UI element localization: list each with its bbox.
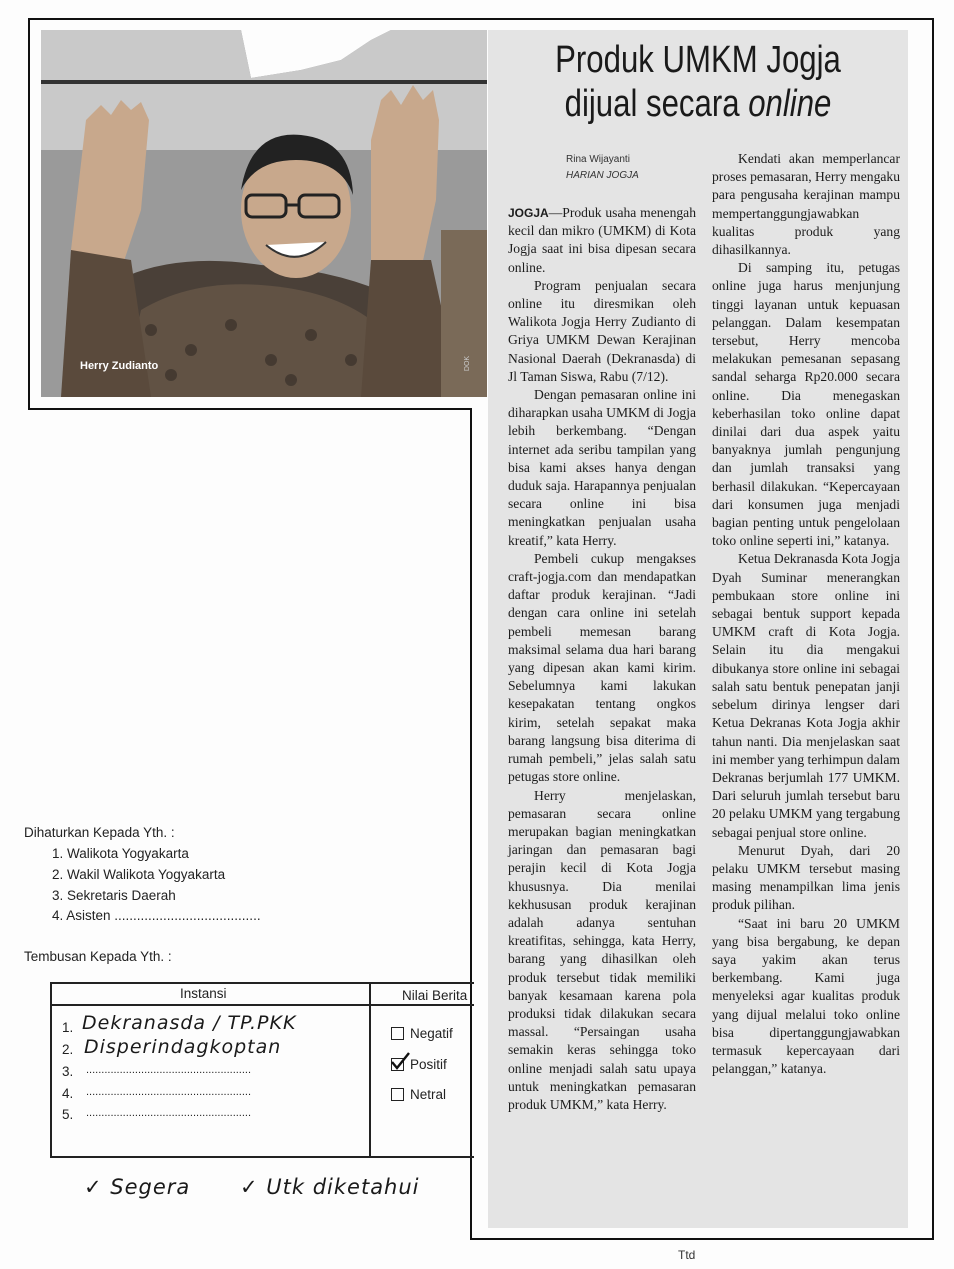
table-column-divider [369, 982, 371, 1157]
article-paragraph: JOGJA—Produk usaha menengah kecil dan mikro (UMKM) di Kota Jogja saat ini bisa dipesan secara online. [508, 205, 696, 275]
handwritten-instansi: Disperindagkoptan [84, 1036, 282, 1058]
headline-line-2: dijual secara online [564, 83, 832, 125]
frame-mid-vertical [470, 408, 472, 1240]
article-column-1 [508, 204, 696, 1114]
option-label: Positif [410, 1057, 447, 1072]
tembusan-label: Tembusan Kepada Yth. : [24, 949, 172, 964]
row-dotted-line: ...................................................... [86, 1107, 252, 1119]
option-label: Negatif [410, 1026, 453, 1041]
frame-left-line [28, 18, 30, 410]
checkbox-netral[interactable] [391, 1088, 404, 1101]
row-number: 3. [62, 1064, 74, 1079]
row-number: 4. [62, 1086, 74, 1101]
frame-top-line [28, 18, 934, 20]
handwritten-instansi: Dekranasda / TP.PKK [82, 1012, 297, 1034]
headline-line-1: Produk UMKM Jogja [555, 39, 841, 81]
row-dotted-line: ...................................................... [86, 1064, 252, 1076]
recipient-item: 2. Wakil Walikota Yogyakarta [52, 867, 226, 882]
article-column-2 [712, 150, 900, 1078]
handwritten-note-diketahui: ✓ Utk diketahui [240, 1175, 420, 1199]
table-border-top [50, 982, 474, 984]
article-paragraph: Program penjualan secara online itu diresmikan oleh Walikota Jogja Herry Zudianto di Griya UMKM Dewan Kerajinan Nasional Daerah (Dekranasda) di Jl Taman Siswa, Rabu (7/12). [508, 277, 696, 384]
recipient-item: 4. Asisten ....................................... [52, 908, 261, 923]
dihaturkan-label: Dihaturkan Kepada Yth. : [24, 825, 175, 840]
recipient-item: 1. Walikota Yogyakarta [52, 846, 189, 861]
handwritten-note-segera: ✓ Segera [84, 1175, 191, 1199]
byline [566, 152, 639, 184]
article-paragraph: Pembeli cukup mengakses craft-jogja.com dan mendapatkan daftar produk kerajinan. “Jadi dengan cara online ini setelah pembeli memesan barang maksimal selama dua hari barang yang dipesan akan kami kirim. Sebelumnya kami lakukan kesepakatan tentang ongkos kirim, setelah sepakat maka barang langsung bisa diterima di rumah pembeli,” jelas salah satu petugas store online. [508, 550, 696, 785]
frame-bottom-line [470, 1238, 934, 1240]
row-number: 1. [62, 1020, 74, 1035]
checkmark-icon [389, 1050, 411, 1072]
ttd-label: Ttd [678, 1248, 696, 1262]
article-paragraph: “Saat ini baru 20 UMKM yang bisa bergabung, ke depan saya yakim akan terus berkembang. Kami juga menyeleksi agar kualitas produk yang dijual melalui toko online bisa dipertanggungjawabkan termasuk kepercayaan dari pelanggan,” katanya. [712, 915, 900, 1077]
article-paragraph: Herry menjelaskan, pemasaran secara online merupakan bagian meningkatkan jaringan dan pemasaran bagi perajin kecil di Kota Jogja khususnya. Dia menilai kekhususan produk kerajinan adalah adanya sentuhan kreatifitas, sehingga, kata Herry, barang yang dihasilkan oleh produk tersebut tidak memiliki banyak kesamaan karena pola produksi tidak dilakukan secara massal. “Persaingan usaha semakin keras sehingga toko online menjadi salah satu upaya untuk meningkatkan pemasaran produk UMKM,” kata Herry. [508, 787, 696, 1112]
checkbox-negatif[interactable] [391, 1027, 404, 1040]
newspaper-photo [41, 30, 487, 397]
table-border-left [50, 982, 52, 1157]
table-border-bottom [50, 1156, 474, 1158]
row-number: 5. [62, 1107, 74, 1122]
article-paragraph: Kendati akan memperlancar proses pemasaran, Herry mengaku para pengusaha kerajinan mampu mempertanggungjawabkan kualitas produk yang dihasilkannya. [712, 151, 900, 258]
article-paragraph: Ketua Dekranasda Kota Jogja Dyah Suminar menerangkan pembukaan store online ini sebagai bentuk support kepada UMKM craft di Kota Jogja. Selain itu dia mengakui dibukanya store online ini sebagai salah satu bentuk penepatan janji sebelum dirinya lengser dari Ketua Dekranas Kota Jogja akhir tahun nanti. Dia menjelaskan saat ini member yang terhimpun dalam Dekranas berjumlah 177 UMKM. Dari seluruh jumlah tersebut baru 20 pelaku UMKM yang tergabung sebagai penjual store online. [712, 551, 900, 840]
article-paragraph: Menurut Dyah, dari 20 pelaku UMKM tersebut masing masing menampilkan lima jenis produk pilihan. [712, 842, 900, 913]
article-paragraph: Dengan pemasaran online ini diharapkan usaha UMKM di Jogja lebih berkembang. “Dengan internet ada seribu tampilan yang bisa kami akses hanya dengan duduk saja. Harapannya penjualan secara online ini bisa meningkatkan penjualan usaha kreatif,” kata Herry. [508, 387, 697, 548]
author-name: Rina Wijayanti [566, 154, 630, 165]
column-header-nilai: Nilai Berita [402, 988, 468, 1003]
frame-mid-horizontal [28, 408, 472, 410]
publication-name: HARIAN JOGJA [566, 170, 639, 181]
table-header-line [50, 1004, 474, 1006]
row-number: 2. [62, 1042, 74, 1057]
row-dotted-line: ...................................................... [86, 1086, 252, 1098]
article-headline [488, 38, 908, 126]
article-paragraph: Di samping itu, petugas online juga harus menjunjung tinggi layanan untuk kepuasan pelanggan. Dalam kesempatan tersebut, Herry mencoba melakukan pemesanan sepasang sandal seharga Rp20.000 secara online. Dia menegaskan keberhasilan toko online dapat dinilai dari dua aspek yaitu banyaknya jumlah pengunjung dan jumlah transaksi yang berhasil dilakukan. “Kepercayaan dari konsumen juga menjadi bagian penting untuk pengelolaan toko online seperti ini,” katanya. [712, 260, 900, 549]
photo-credit: DOK [464, 355, 472, 372]
dateline: JOGJA [508, 206, 549, 220]
option-label: Netral [410, 1087, 447, 1102]
column-header-instansi: Instansi [180, 986, 227, 1001]
frame-right-line [932, 18, 934, 1240]
photo-caption: Herry Zudianto [80, 360, 159, 372]
recipient-item: 3. Sekretaris Daerah [52, 888, 176, 903]
